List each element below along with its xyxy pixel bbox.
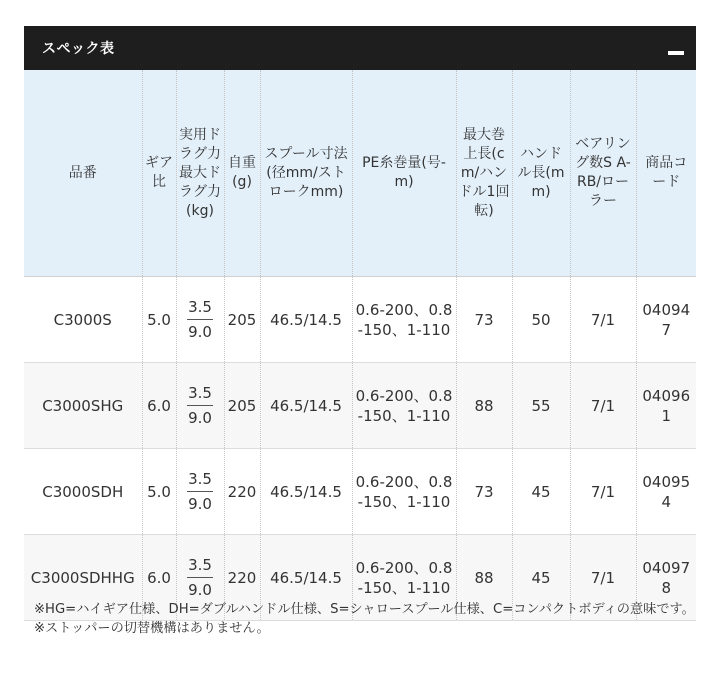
spool-cell: 46.5/14.5 — [260, 535, 352, 621]
spool-cell: 46.5/14.5 — [260, 449, 352, 535]
bearings-cell: 7/1 — [570, 449, 636, 535]
pe-line-cell: 0.6-200、0.8-150、1-110 — [352, 363, 456, 449]
weight-cell: 205 — [224, 363, 260, 449]
table-row — [24, 449, 696, 535]
column-header: 実用ドラグ力最大ドラグ力(kg) — [176, 70, 224, 277]
column-header: ギア比 — [142, 70, 176, 277]
model-cell: C3000SHG — [24, 363, 142, 449]
bearings-cell: 7/1 — [570, 535, 636, 621]
model-cell: C3000SDH — [24, 449, 142, 535]
spec-table — [24, 70, 696, 621]
column-header: ベアリング数S A-RB/ローラー — [570, 70, 636, 277]
column-header: 品番 — [24, 70, 142, 277]
model-cell: C3000S — [24, 277, 142, 363]
handle-cell: 50 — [512, 277, 570, 363]
code-cell: 040978 — [636, 535, 696, 621]
column-header: ハンドル長(mm) — [512, 70, 570, 277]
drag-practical: 3.5 — [188, 384, 212, 402]
handle-cell: 55 — [512, 363, 570, 449]
retrieve-cell: 73 — [456, 277, 512, 363]
drag-max: 9.0 — [188, 323, 212, 341]
drag-practical: 3.5 — [188, 470, 212, 488]
gear-ratio-cell: 6.0 — [142, 535, 176, 621]
panel-title: スペック表 — [42, 41, 115, 57]
drag-cell — [176, 449, 224, 535]
spool-cell: 46.5/14.5 — [260, 363, 352, 449]
column-header: PE糸巻量(号-m) — [352, 70, 456, 277]
retrieve-cell: 73 — [456, 449, 512, 535]
handle-cell: 45 — [512, 535, 570, 621]
weight-cell: 220 — [224, 535, 260, 621]
spec-panel-header[interactable] — [24, 26, 696, 70]
code-cell: 040954 — [636, 449, 696, 535]
column-header: 自重(g) — [224, 70, 260, 277]
footnotes — [34, 600, 718, 638]
drag-cell — [176, 363, 224, 449]
drag-cell — [176, 277, 224, 363]
drag-max: 9.0 — [188, 581, 212, 599]
column-header: 商品コード — [636, 70, 696, 277]
gear-ratio-cell: 6.0 — [142, 363, 176, 449]
weight-cell: 220 — [224, 449, 260, 535]
bearings-cell: 7/1 — [570, 363, 636, 449]
footnote: ※ストッパーの切替機構はありません。 — [34, 621, 270, 636]
table-row — [24, 277, 696, 363]
retrieve-cell: 88 — [456, 363, 512, 449]
bearings-cell: 7/1 — [570, 277, 636, 363]
footnote: ※HG=ハイギア仕様、DH=ダブルハンドル仕様、S=シャロースプール仕様、C=コンパクトボディの意味です。 — [34, 602, 695, 617]
gear-ratio-cell: 5.0 — [142, 277, 176, 363]
drag-practical: 3.5 — [188, 298, 212, 316]
code-cell: 040947 — [636, 277, 696, 363]
table-header-row — [24, 70, 696, 277]
drag-max: 9.0 — [188, 409, 212, 427]
spool-cell: 46.5/14.5 — [260, 277, 352, 363]
drag-max: 9.0 — [188, 495, 212, 513]
drag-practical: 3.5 — [188, 556, 212, 574]
weight-cell: 205 — [224, 277, 260, 363]
model-cell: C3000SDHHG — [24, 535, 142, 621]
column-header: スプール寸法(径mm/ストロークmm) — [260, 70, 352, 277]
pe-line-cell: 0.6-200、0.8-150、1-110 — [352, 449, 456, 535]
handle-cell: 45 — [512, 449, 570, 535]
code-cell: 040961 — [636, 363, 696, 449]
minus-icon[interactable] — [668, 51, 684, 55]
table-row — [24, 363, 696, 449]
pe-line-cell: 0.6-200、0.8-150、1-110 — [352, 277, 456, 363]
spec-panel — [24, 26, 696, 621]
column-header: 最大巻上長(cm/ハンドル1回転) — [456, 70, 512, 277]
pe-line-cell: 0.6-200、0.8-150、1-110 — [352, 535, 456, 621]
retrieve-cell: 88 — [456, 535, 512, 621]
gear-ratio-cell: 5.0 — [142, 449, 176, 535]
